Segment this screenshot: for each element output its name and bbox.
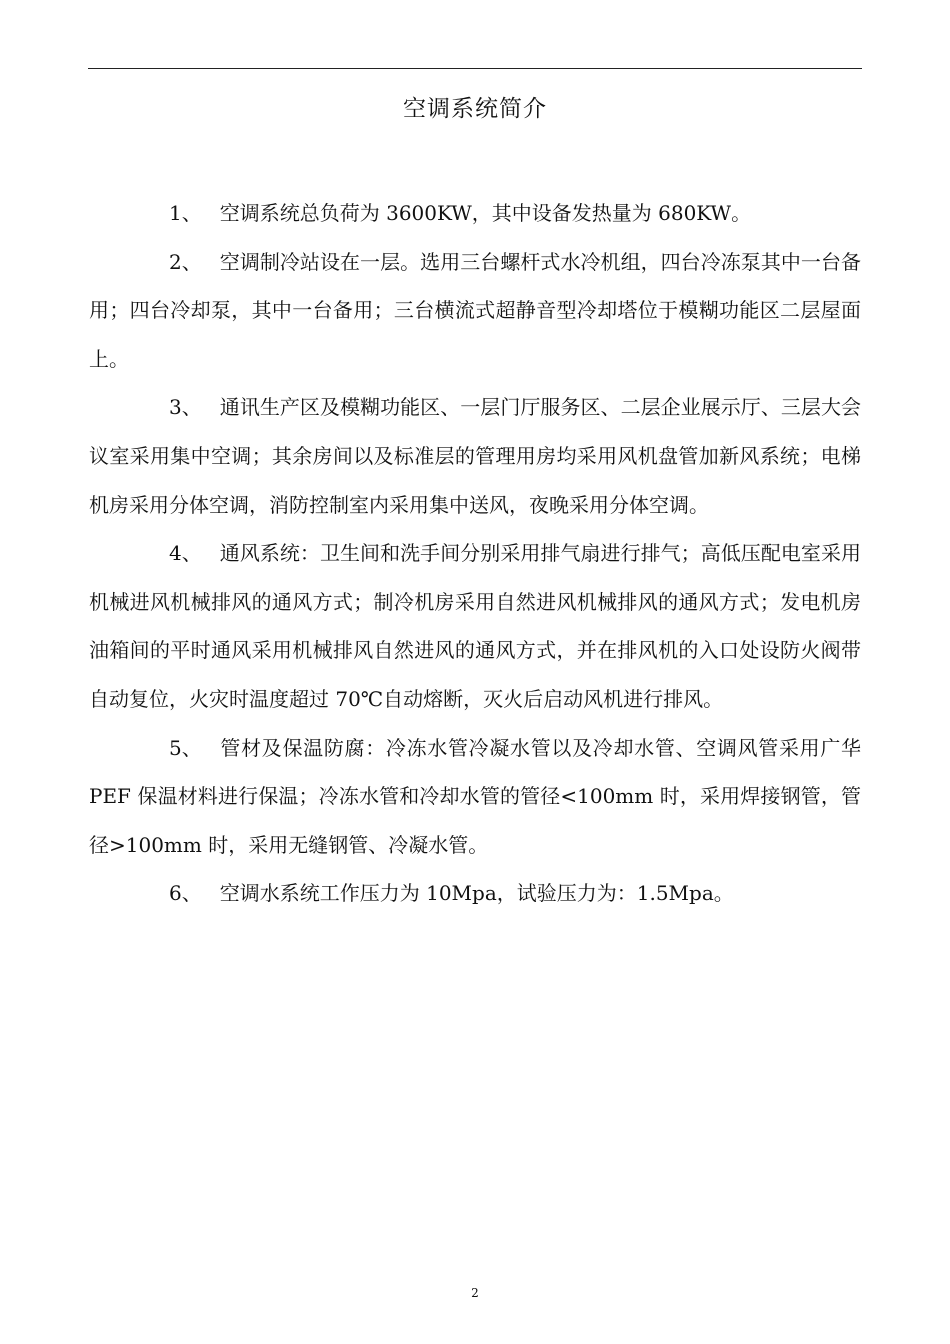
page-title: 空调系统简介 xyxy=(403,96,547,122)
paragraph-6 xyxy=(89,869,861,918)
paragraph-text: 通风系统：卫生间和洗手间分别采用排气扇进行排气；高低压配电室采用机械进风机械排风的通风方式；制冷机房采用自然进风机械排风的通风方式；发电机房油箱间的平时通风采用机械排风自然进风的通风方式，并在排风机的入口处设防火阀带自动复位，火灾时温度超过 70℃自动熔断，灭火后启动风机进行排风。 xyxy=(89,541,861,711)
paragraph-text: 通讯生产区及模糊功能区、一层门厅服务区、二层企业展示厅、三层大会议室采用集中空调；其余房间以及标准层的管理用房均采用风机盘管加新风系统；电梯机房采用分体空调，消防控制室内采用集中送风，夜晚采用分体空调。 xyxy=(89,395,861,517)
paragraph-number: 1、 xyxy=(169,201,202,225)
paragraph-number: 5、 xyxy=(169,735,202,760)
paragraph-3 xyxy=(89,383,861,529)
paragraph-text: 空调水系统工作压力为 10Mpa，试验压力为：1.5Mpa。 xyxy=(219,881,734,906)
paragraph-text: 管材及保温防腐：冷冻水管冷凝水管以及冷却水管、空调风管采用广华 PEF 保温材料进行保温；冷冻水管和冷却水管的管径<100mm 时，采用焊接钢管，管径>100mm 时，采用无缝钢管、冷凝水管。 xyxy=(89,735,861,857)
paragraph-2 xyxy=(89,238,861,384)
paragraph-number: 4、 xyxy=(169,541,202,566)
document-body xyxy=(89,189,861,918)
paragraph-text: 空调制冷站设在一层。选用三台螺杆式水冷机组，四台冷冻泵其中一台备用；四台冷却泵，其中一台备用；三台横流式超静音型冷却塔位于模糊功能区二层屋面上。 xyxy=(89,249,861,371)
paragraph-4 xyxy=(89,529,861,723)
paragraph-1 xyxy=(89,189,861,238)
paragraph-number: 2、 xyxy=(169,249,202,274)
paragraph-text: 空调系统总负荷为 3600KW，其中设备发热量为 680KW。 xyxy=(219,201,752,225)
paragraph-5 xyxy=(89,724,861,870)
paragraph-number: 6、 xyxy=(169,881,202,906)
page-number: 2 xyxy=(471,1286,479,1300)
paragraph-number: 3、 xyxy=(169,395,202,420)
header-rule xyxy=(88,68,862,69)
